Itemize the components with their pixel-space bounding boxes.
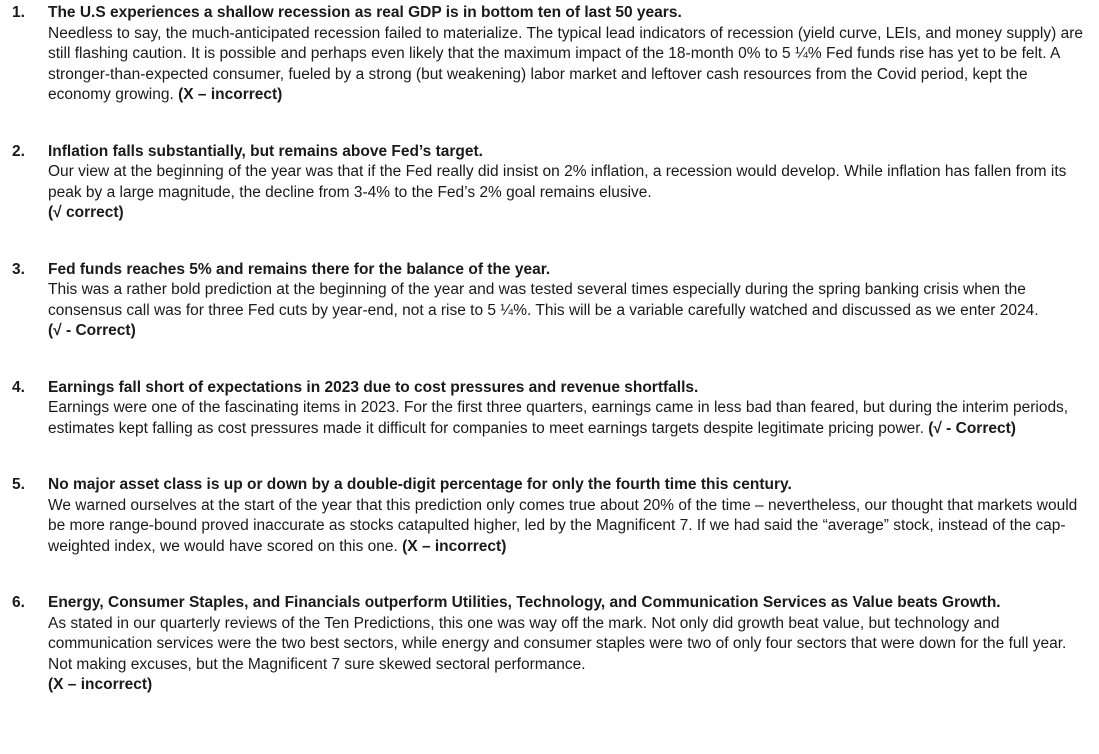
section-spacer: [12, 106, 1092, 142]
prediction-heading: Fed funds reaches 5% and remains there for the balance of the year.: [48, 260, 551, 278]
prediction-body: Needless to say, the much-anticipated recession failed to materialize. The typical lead indicators of recession (yield curve, LEIs, and money supply) are still flashing caution. It is possible and perhaps even likely that the maximum impact of the 18-month 0% to 5 ¼% Fed funds rise has yet to be felt. A stronger-than-expected consumer, fueled by a strong (but weakening) labor market and leftover cash resources from the Covid period, kept the economy growing.: [48, 24, 1083, 103]
prediction-verdict: (X – incorrect): [402, 537, 507, 555]
prediction-heading: Inflation falls substantially, but remains above Fed’s target.: [48, 142, 483, 160]
prediction-item: [12, 142, 1092, 224]
prediction-item: [12, 260, 1092, 342]
prediction-content: [48, 378, 1092, 440]
prediction-item: [12, 475, 1092, 557]
prediction-content: [48, 593, 1092, 696]
prediction-number: 2.: [12, 142, 25, 160]
prediction-heading: Earnings fall short of expectations in 2023 due to cost pressures and revenue shortfalls.: [48, 378, 699, 396]
prediction-heading: The U.S experiences a shallow recession as real GDP is in bottom ten of last 50 years.: [48, 4, 682, 21]
prediction-item: [12, 593, 1092, 696]
section-spacer: [12, 439, 1092, 475]
prediction-content: [48, 142, 1092, 224]
prediction-number: 3.: [12, 260, 25, 278]
prediction-body: Our view at the beginning of the year was that if the Fed really did insist on 2% inflation, a recession would develop. While inflation has fallen from its peak by a large magnitude, the decline from 3-4% to the Fed’s 2% goal remains elusive.: [48, 163, 1067, 201]
prediction-number: 1.: [12, 4, 25, 21]
prediction-number: 4.: [12, 378, 25, 396]
prediction-heading: Energy, Consumer Staples, and Financials outperform Utilities, Technology, and Communication Services as Value beats Growth.: [48, 594, 1001, 611]
prediction-item: [12, 3, 1092, 106]
prediction-verdict: (X – incorrect): [178, 86, 283, 103]
prediction-body: This was a rather bold prediction at the beginning of the year and was tested several times especially during the spring banking crisis when the consensus call was for three Fed cuts by year-end, not a rise to 5 ¼%. This will be a variable carefully watched and discussed as we enter 2024.: [48, 281, 1039, 319]
prediction-body: We warned ourselves at the start of the year that this prediction only comes true about 20% of the time – nevertheless, our thought that markets would be more range-bound proved inaccurate as stocks catapulted higher, led by the Magnificent 7. If we had said the “average” stock, instead of the cap-weighted index, we would have scored on this one.: [48, 496, 1078, 555]
section-spacer: [12, 342, 1092, 378]
prediction-number: 6.: [12, 594, 25, 611]
prediction-verdict: (√ correct): [48, 204, 124, 221]
prediction-heading: No major asset class is up or down by a double-digit percentage for only the fourth time this century.: [48, 476, 792, 493]
prediction-number: 5.: [12, 476, 25, 493]
section-spacer: [12, 224, 1092, 260]
predictions-document: [12, 3, 1092, 696]
section-spacer: [12, 557, 1092, 593]
prediction-verdict: (√ - Correct): [928, 419, 1016, 437]
prediction-item: [12, 378, 1092, 440]
prediction-content: [48, 260, 1092, 342]
prediction-verdict: (X – incorrect): [48, 676, 153, 693]
prediction-content: [48, 3, 1092, 106]
prediction-verdict: (√ - Correct): [48, 322, 136, 339]
prediction-body: As stated in our quarterly reviews of the Ten Predictions, this one was way off the mark. Not only did growth beat value, but technology and communication services were the two best sectors, while energy and consumer staples were two of only four sectors that were down for the full year. Not making excuses, but the Magnificent 7 sure skewed sectoral performance.: [48, 614, 1067, 673]
prediction-content: [48, 475, 1092, 557]
prediction-body: Earnings were one of the fascinating items in 2023. For the first three quarters, earnings came in less bad than feared, but during the interim periods, estimates kept falling as cost pressures made it difficult for companies to meet earnings targets despite legitimate pricing power.: [48, 399, 1069, 437]
